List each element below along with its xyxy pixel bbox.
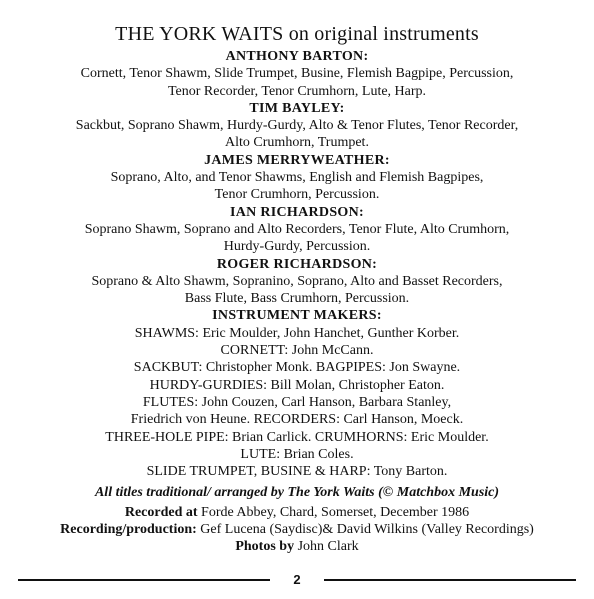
musician-name: ROGER RICHARDSON: — [216, 256, 378, 272]
maker-line: CORNETT: John McCann. — [220, 343, 374, 359]
page-title: THE YORK WAITS on original instruments — [115, 23, 479, 45]
makers-heading: INSTRUMENT MAKERS: — [212, 308, 382, 324]
musician-instruments: Bass Flute, Bass Crumhorn, Percussion. — [184, 291, 410, 307]
maker-line: SHAWMS: Eric Moulder, John Hanchet, Gunther Korber. — [134, 325, 460, 341]
musician-instruments: Cornett, Tenor Shawm, Slide Trumpet, Busine, Flemish Bagpipe, Percussion, — [80, 66, 514, 82]
musician-instruments: Hurdy-Gurdy, Percussion. — [223, 239, 371, 255]
arrangement-note: All titles traditional/ arranged by The York Waits (© Matchbox Music) — [94, 485, 500, 501]
musician-instruments: Tenor Recorder, Tenor Crumhorn, Lute, Harp. — [167, 83, 427, 99]
credits-body — [0, 48, 594, 556]
photos-value: John Clark — [294, 539, 359, 555]
musician-instruments: Tenor Crumhorn, Percussion. — [214, 187, 380, 203]
musician-name: IAN RICHARDSON: — [229, 204, 364, 220]
musician-instruments: Soprano & Alto Shawm, Sopranino, Soprano, Alto and Basset Recorders, — [91, 273, 503, 289]
page-number: 2 — [293, 572, 301, 587]
musician-instruments: Soprano, Alto, and Tenor Shawms, English and Flemish Bagpipes, — [110, 170, 484, 186]
photos-label: Photos by — [235, 539, 295, 555]
maker-line: SLIDE TRUMPET, BUSINE & HARP: Tony Barton. — [146, 464, 448, 480]
maker-line: SACKBUT: Christopher Monk. BAGPIPES: Jon Swayne. — [133, 360, 461, 376]
recorded-value: Forde Abbey, Chard, Somerset, December 1986 — [197, 504, 470, 520]
musician-name: TIM BAYLEY: — [249, 100, 345, 116]
maker-line: LUTE: Brian Coles. — [240, 446, 354, 462]
musician-instruments: Sackbut, Soprano Shawm, Hurdy-Gurdy, Alto & Tenor Flutes, Tenor Recorder, — [75, 118, 519, 134]
production-label: Recording/production: — [60, 522, 197, 538]
maker-line: FLUTES: John Couzen, Carl Hanson, Barbara Stanley, — [142, 394, 452, 410]
musician-name: JAMES MERRYWEATHER: — [204, 152, 390, 168]
maker-line: Friedrich von Heune. RECORDERS: Carl Hanson, Moeck. — [130, 412, 464, 428]
photos-credit — [0, 538, 594, 555]
production-value: Gef Lucena (Saydisc)& David Wilkins (Valley Recordings) — [196, 522, 534, 538]
musician-name: ANTHONY BARTON: — [225, 49, 369, 64]
footer-rule-right — [324, 579, 576, 581]
maker-line: HURDY-GURDIES: Bill Molan, Christopher Eaton. — [149, 377, 445, 393]
maker-line: THREE-HOLE PIPE: Brian Carlick. CRUMHORNS: Eric Moulder. — [105, 429, 489, 445]
recorded-credit — [0, 504, 594, 521]
recorded-label: Recorded at — [124, 504, 198, 520]
production-credit — [0, 521, 594, 538]
musician-instruments: Alto Crumhorn, Trumpet. — [225, 135, 369, 151]
page-footer — [18, 570, 576, 590]
musician-instruments: Soprano Shawm, Soprano and Alto Recorders, Tenor Flute, Alto Crumhorn, — [84, 221, 510, 237]
